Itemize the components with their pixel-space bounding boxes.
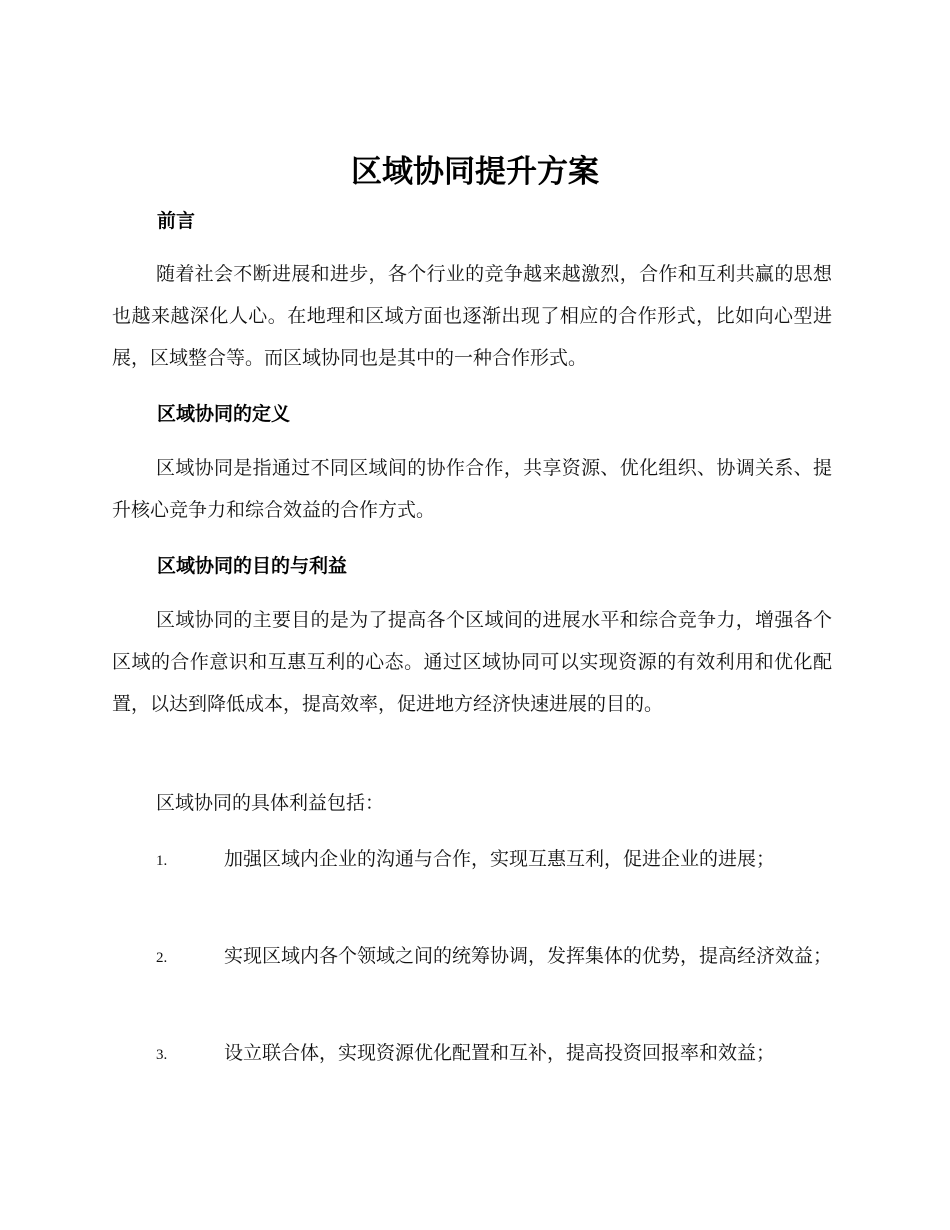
list-item-text: 加强区域内企业的沟通与合作，实现互惠互利，促进企业的进展； (224, 848, 776, 870)
list-item (112, 838, 832, 882)
list-item-number: 3. (156, 1047, 168, 1063)
section-heading-purpose: 区域协同的目的与利益 (157, 555, 348, 577)
definition-paragraph: 区域协同是指通过不同区域间的协作合作，共享资源、优化组织、协调关系、提升核心竞争力和综合效益的合作方式。 (112, 457, 832, 521)
preface-paragraph: 随着社会不断进展和进步，各个行业的竞争越来越激烈，合作和互利共赢的思想也越来越深化人心。在地理和区域方面也逐渐出现了相应的合作形式，比如向心型进展，区域整合等。而区域协同也是其中的一种合作形式。 (112, 263, 832, 369)
section-heading-definition: 区域协同的定义 (157, 403, 291, 425)
list-item-text: 实现区域内各个领域之间的统筹协调，发挥集体的优势，提高经济效益； (224, 945, 833, 967)
list-item (112, 935, 832, 979)
document-title: 区域协同提升方案 (351, 154, 599, 190)
purpose-paragraph: 区域协同的主要目的是为了提高各个区域间的进展水平和综合竞争力，增强各个区域的合作意识和互惠互利的心态。通过区域协同可以实现资源的有效利用和优化配置，以达到降低成本，提高效率，促进地方经济快速进展的目的。 (112, 609, 832, 715)
list-item (112, 1032, 832, 1076)
list-item-number: 1. (156, 853, 168, 869)
list-item-number: 2. (156, 950, 168, 966)
list-item-text: 设立联合体，实现资源优化配置和互补，提高投资回报率和效益； (224, 1042, 776, 1064)
section-heading-preface: 前言 (157, 210, 196, 232)
benefits-intro-paragraph: 区域协同的具体利益包括： (156, 792, 385, 814)
